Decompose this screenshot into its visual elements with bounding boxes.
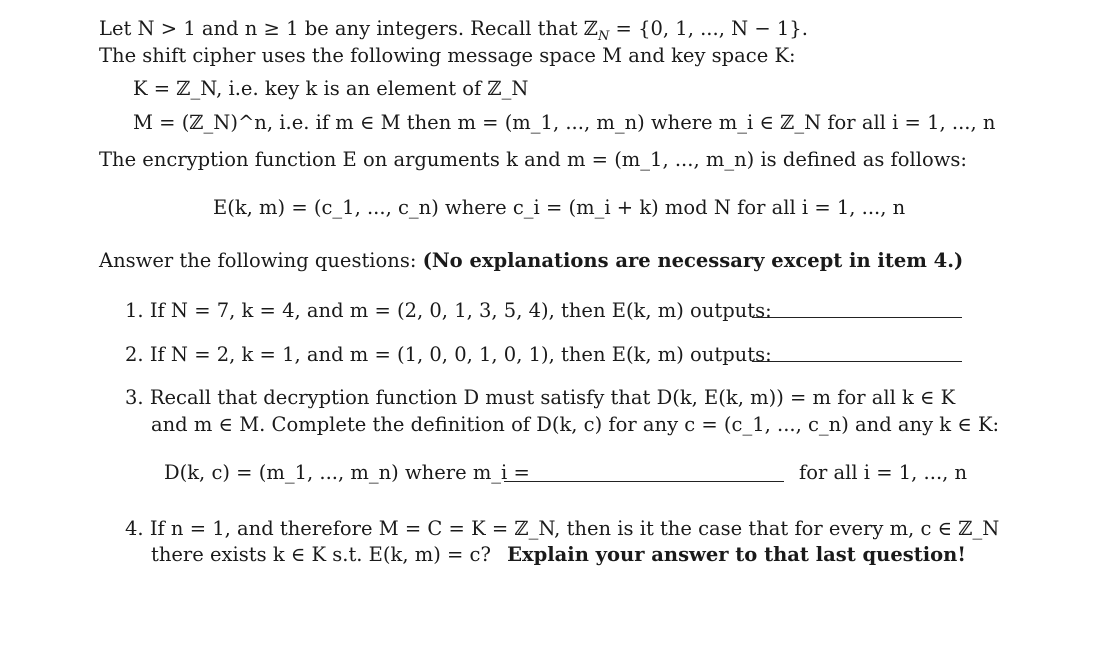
- question-1: [125, 299, 772, 323]
- question-4-text-line-1: If n = 1, and therefore M = C = K = ℤ_N, then is it the case that for every m, c ∈ ℤ_N: [149, 517, 1000, 540]
- intro-line-2: The shift cipher uses the following message space M and key space K:: [99, 44, 796, 67]
- question-3-formula-left: D(k, c) = (m_1, ..., m_n) where m_i =: [164, 461, 530, 484]
- question-2-answer-blank[interactable]: [752, 360, 962, 362]
- question-3-line-2: and m ∈ M. Complete the definition of D(k, c) for any c = (c_1, ..., c_n) and any k ∈ K:: [151, 413, 1000, 436]
- instructions: [99, 249, 963, 273]
- question-4-number: 4.: [125, 517, 144, 540]
- encryption-intro: The encryption function E on arguments k and m = (m_1, ..., m_n) is defined as follows:: [99, 148, 967, 171]
- question-1-answer-blank[interactable]: [752, 316, 962, 318]
- question-3-line-1: [125, 386, 955, 410]
- question-3-text-line-1: Recall that decryption function D must satisfy that D(k, E(k, m)) = m for all k ∈ K: [149, 386, 956, 409]
- question-2-text: If N = 2, k = 1, and m = (1, 0, 0, 1, 0, 1), then E(k, m) outputs:: [149, 343, 772, 366]
- instructions-bold: (No explanations are necessary except in item 4.): [422, 249, 964, 272]
- encryption-definition: E(k, m) = (c_1, ..., c_n) where c_i = (m_i + k) mod N for all i = 1, ..., n: [213, 196, 906, 219]
- question-1-text: If N = 7, k = 4, and m = (2, 0, 1, 3, 5, 4), then E(k, m) outputs:: [149, 299, 772, 322]
- question-4-bold: Explain your answer to that last question!: [507, 543, 966, 566]
- question-4-line-1: [125, 517, 999, 541]
- question-3-formula-right: for all i = 1, ..., n: [799, 461, 968, 484]
- intro-line-1-tail: = {0, 1, ..., N − 1}.: [609, 17, 808, 40]
- question-4-line-2: [151, 543, 966, 567]
- question-3-answer-blank[interactable]: [504, 480, 784, 482]
- key-space-definition: K = ℤ_N, i.e. key k is an element of ℤ_N: [133, 77, 529, 100]
- question-2-number: 2.: [125, 343, 144, 366]
- question-2: [125, 343, 772, 367]
- question-3-number: 3.: [125, 386, 144, 409]
- intro-line-1-text: Let N > 1 and n ≥ 1 be any integers. Recall that ℤ: [99, 17, 598, 40]
- instructions-text: Answer the following questions:: [99, 249, 423, 272]
- message-space-definition: M = (ℤ_N)^n, i.e. if m ∈ M then m = (m_1, ..., m_n) where m_i ∈ ℤ_N for all i = 1, ..., n: [133, 111, 996, 134]
- intro-line-1-sub: N: [597, 28, 610, 44]
- question-1-number: 1.: [125, 299, 144, 322]
- question-4-text-line-2: there exists k ∈ K s.t. E(k, m) = c?: [151, 543, 491, 566]
